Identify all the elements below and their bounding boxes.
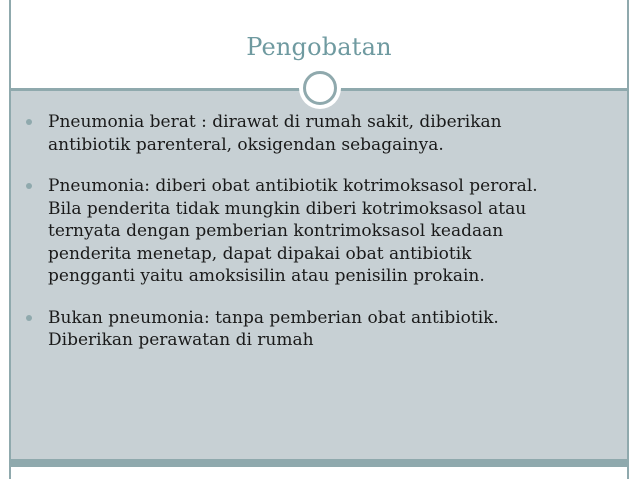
bullet-text-line: antibiotik parenteral, oksigendan sebagainya. — [48, 134, 444, 155]
bullet-text-line: ternyata dengan pemberian kontrimoksasol keadaan — [48, 221, 504, 241]
bullet-text-line: Diberikan perawatan di rumah — [48, 330, 314, 350]
bullet-dot-icon — [26, 119, 32, 125]
bullet-text-line: Bila penderita tidak mungkin diberi kotrimoksasol atau — [48, 198, 527, 219]
bottom-band-strip — [11, 459, 627, 467]
bullet-list — [22, 111, 612, 371]
bullet-item-bukan-pneumonia — [22, 307, 612, 352]
frame-left-line — [9, 0, 11, 479]
slide-title: Pengobatan — [246, 33, 392, 61]
frame-right-line — [627, 0, 629, 479]
bullet-dot-icon — [26, 315, 32, 321]
divider-circle-icon — [303, 71, 337, 105]
bullet-dot-icon — [26, 183, 32, 189]
bullet-text-line: penderita menetap, dapat dipakai obat antibiotik — [48, 243, 472, 264]
bullet-item-pneumonia-berat — [22, 111, 612, 156]
bullet-item-pneumonia — [22, 175, 612, 288]
bottom-margin — [0, 467, 638, 479]
bullet-text-line: Pneumonia berat : dirawat di rumah sakit, diberikan — [48, 112, 502, 132]
bullet-text-line: pengganti yaitu amoksisilin atau penisilin prokain. — [48, 266, 485, 286]
bullet-text-line: Pneumonia: diberi obat antibiotik kotrimoksasol peroral. — [48, 176, 538, 196]
bullet-text-line: Bukan pneumonia: tanpa pemberian obat antibiotik. — [48, 307, 499, 328]
